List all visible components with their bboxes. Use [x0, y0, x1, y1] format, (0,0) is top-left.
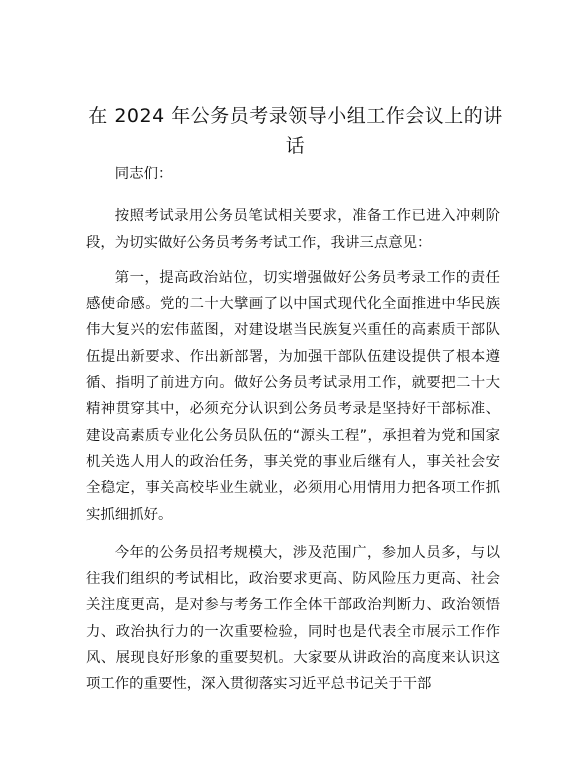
paragraph-point-one-continued: 今年的公务员招考规模大，涉及范围广，参加人员多，与以往我们组织的考试相比，政治要求更高、防风险压力更高、社会关注度更高，是对参与考务工作全体干部政治判断力、政治领悟力、政治执行力的一次重要检验，同时也是代表全市展示工作作风、展现良好形象的重要契机。大家要从讲政治的高度来认识这项工作的重要性，深入贯彻落实习近平总书记关于干部	[86, 544, 500, 693]
paragraph-intro: 按照考试录用公务员笔试相关要求，准备工作已进入冲刺阶段，为切实做好公务员考务考试工作，我讲三点意见：	[86, 208, 500, 251]
document-body	[86, 161, 500, 698]
paragraph-point-one: 第一，提高政治站位，切实增强做好公务员考录工作的责任感使命感。党的二十大擘画了以中国式现代化全面推进中华民族伟大复兴的宏伟蓝图，对建设堪当民族复兴重任的高素质干部队伍提出新要求、作出新部署，为加强干部队伍建设提供了根本遵循、指明了前进方向。做好公务员考试录用工作，就要把二十大精神贯穿其中，必须充分认识到公务员考录是坚持好干部标准、建设高素质专业化公务员队伍的“源头工程”，承担着为党和国家机关选人用人的政治任务，事关党的事业后继有人，事关社会安全稳定，事关高校毕业生就业，必须用心用情用力把各项工作抓实抓细抓好。	[86, 269, 500, 523]
salutation: 同志们：	[114, 166, 173, 182]
document-title: 在 2024 年公务员考录领导小组工作会议上的讲话	[88, 105, 503, 157]
